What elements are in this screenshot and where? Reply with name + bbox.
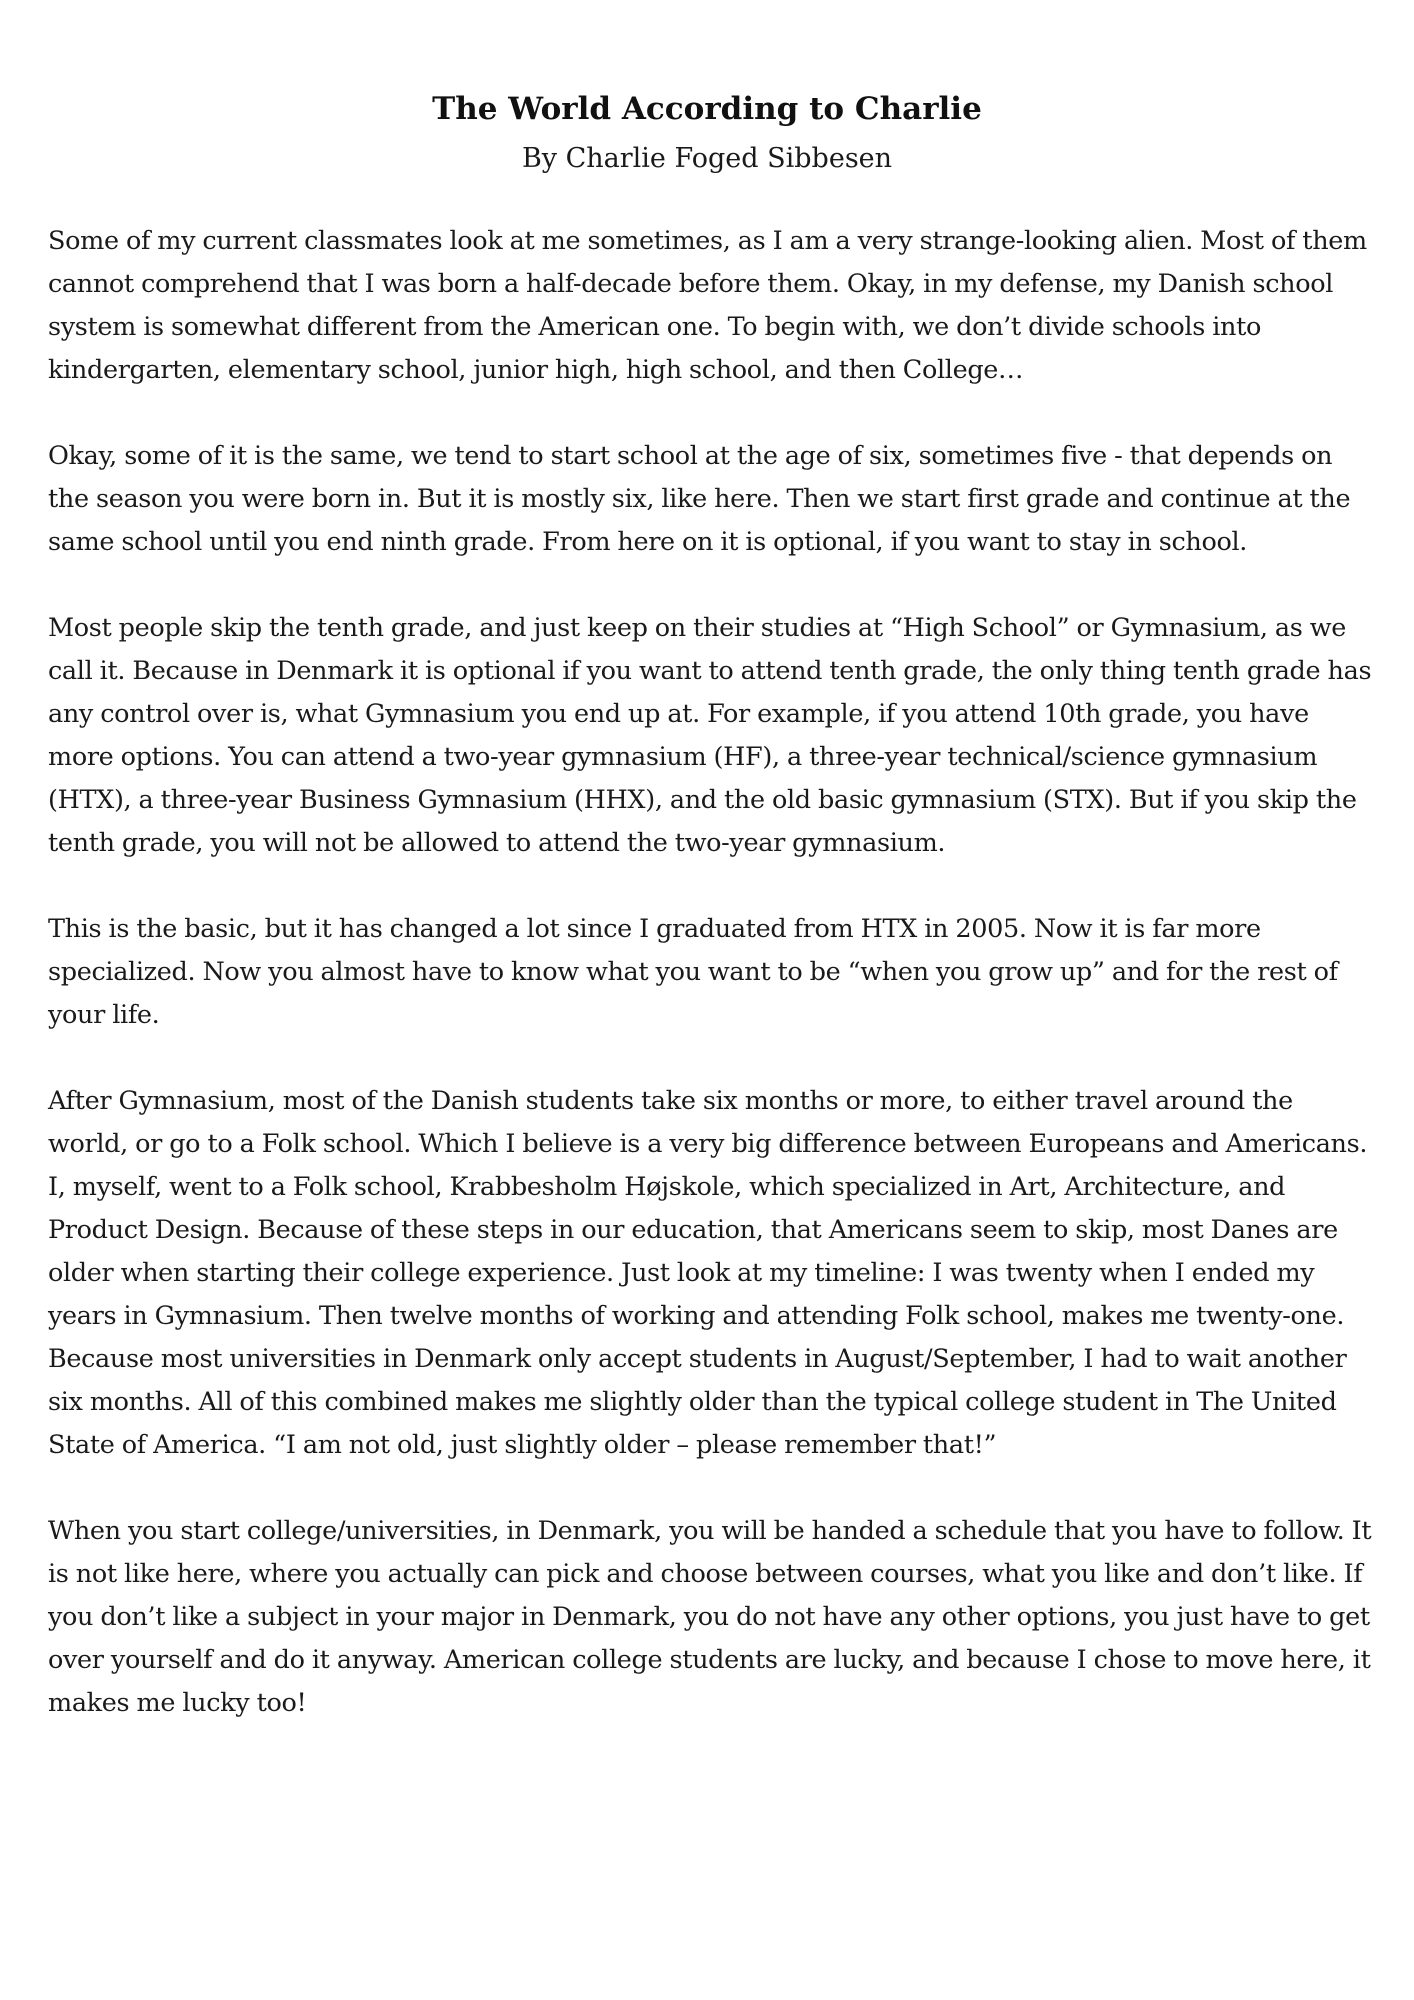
paragraph-3: Most people skip the tenth grade, and just keep on their studies at “High School” or Gymnasium, as we call it. Because in Denmark it is optional if you want to attend tenth grade, the only thing tenth grade has any control over is, what Gymnasium you end up at. For example, if you attend 10th grade, you have more options. You can attend a two-year gymnasium (HF), a three-year technical/science gymnasium (HTX), a three-year Business Gymnasium (HHX), and the old basic gymnasium (STX). But if you skip the tenth grade, you will not be allowed to attend the two-year gymnasium. <box>48 613 1372 858</box>
document-body <box>48 220 1378 1768</box>
paragraph-4: This is the basic, but it has changed a lot since I graduated from HTX in 2005. Now it is far more specialized. Now you almost have to know what you want to be “when you grow up” and for the rest of your life. <box>48 914 1338 1030</box>
paragraph-5: After Gymnasium, most of the Danish students take six months or more, to either travel around the world, or go to a Folk school. Which I believe is a very big difference between Europeans and Americans. I, myself, went to a Folk school, Krabbesholm Højskole, which specialized in Art, Architecture, and Product Design. Because of these steps in our education, that Americans seem to skip, most Danes are older when starting their college experience. Just look at my timeline: I was twenty when I ended my years in Gymnasium. Then twelve months of working and attending Folk school, makes me twenty-one. Because most universities in Denmark only accept students in August/September, I had to wait another six months. All of this combined makes me slightly older than the typical college student in The United State of America. “I am not old, just slightly older – please remember that!” <box>48 1086 1368 1460</box>
paragraph-2: Okay, some of it is the same, we tend to start school at the age of six, sometimes five - that depends on the season you were born in. But it is mostly six, like here. Then we start first grade and continue at the same school until you end ninth grade. From here on it is optional, if you want to stay in school. <box>48 441 1351 557</box>
paragraph-6: When you start college/universities, in Denmark, you will be handed a schedule that you have to follow. It is not like here, where you actually can pick and choose between courses, what you like and don’t like. If you don’t like a subject in your major in Denmark, you do not have any other options, you just have to get over yourself and do it anyway. American college students are lucky, and because I chose to move here, it makes me lucky too! <box>48 1516 1372 1718</box>
document-title: The World According to Charlie <box>432 91 982 127</box>
document-byline: By Charlie Foged Sibbesen <box>521 143 893 174</box>
paragraph-1: Some of my current classmates look at me sometimes, as I am a very strange-looking alien. Most of them cannot comprehend that I was born a half-decade before them. Okay, in my defense, my Danish school system is somewhat different from the American one. To begin with, we don’t divide schools into kindergarten, elementary school, junior high, high school, and then College… <box>48 226 1367 385</box>
